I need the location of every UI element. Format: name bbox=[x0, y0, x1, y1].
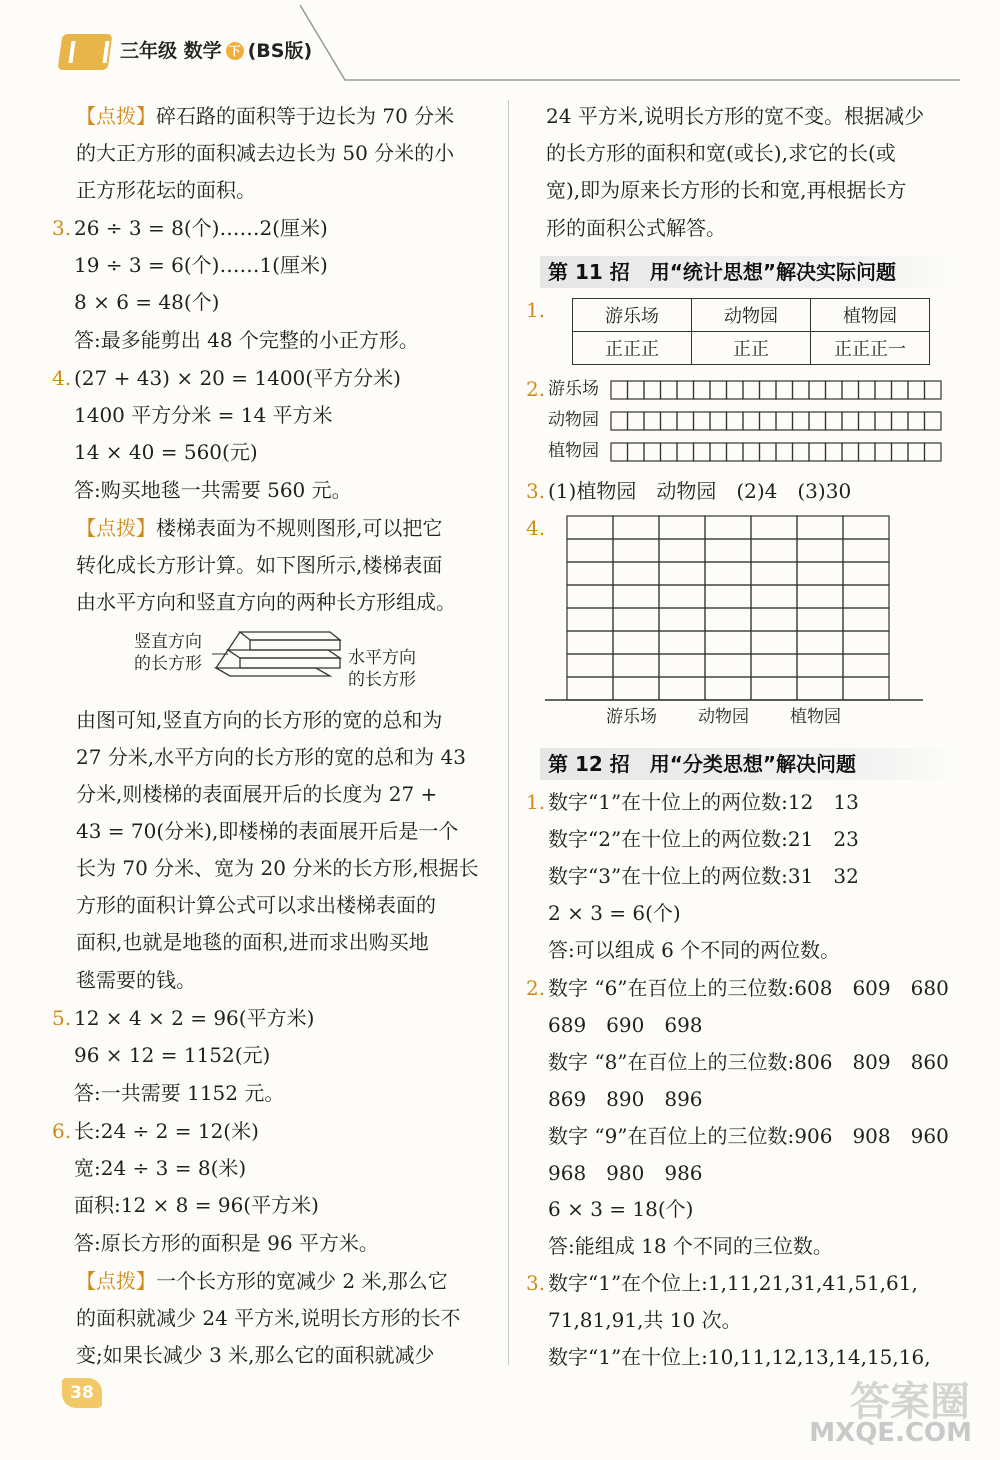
bar-box bbox=[875, 443, 892, 461]
grid-cell bbox=[797, 562, 843, 585]
bar-box bbox=[611, 381, 628, 399]
question-number: 3. bbox=[526, 479, 546, 503]
grid-cell bbox=[705, 585, 751, 608]
table-header-cell: 动物园 bbox=[692, 299, 811, 332]
bar-box bbox=[925, 443, 942, 461]
grid-cell bbox=[613, 516, 659, 539]
grid-cell bbox=[659, 631, 705, 654]
q5-line-2: 96 × 12 = 1152(元) bbox=[74, 1043, 271, 1067]
tip2-text-3: 由水平方向和竖直方向的两种长方形组成。 bbox=[76, 590, 456, 614]
grid-cell bbox=[705, 654, 751, 677]
bar-box bbox=[661, 381, 678, 399]
bar-label: 游乐场 bbox=[548, 379, 599, 399]
explanation-line-7: 面积,也就是地毯的面积,进而求出购买地 bbox=[76, 930, 429, 954]
question-number: 2. bbox=[526, 976, 546, 1000]
bar-box bbox=[694, 381, 711, 399]
grid-cell bbox=[567, 608, 613, 631]
s12-q2-line-4: 869 890 896 bbox=[548, 1087, 703, 1111]
figure-label-horizontal-2: 的长方形 bbox=[348, 670, 416, 690]
figure-label-vertical-2: 的长方形 bbox=[134, 654, 202, 674]
tally-cell: 正正正一 bbox=[811, 332, 930, 365]
grid-cell bbox=[567, 539, 613, 562]
tip1-line bbox=[76, 104, 454, 128]
tip1-text: 碎石路的面积等于边长为 70 分米 bbox=[156, 104, 455, 128]
watermark-url: MXQE.COM bbox=[809, 1418, 972, 1448]
continued-line-4: 形的面积公式解答。 bbox=[546, 216, 726, 240]
table-header-cell: 植物园 bbox=[811, 299, 930, 332]
bar-box bbox=[842, 381, 859, 399]
watermark-logo: 答案圈 bbox=[850, 1379, 970, 1425]
section-heading-12: 第 12 招 用“分类思想”解决问题 bbox=[540, 748, 956, 780]
bar-box bbox=[710, 412, 727, 430]
s12-q2-line-6: 968 980 986 bbox=[548, 1161, 703, 1185]
grid-cell bbox=[797, 654, 843, 677]
bar-label: 植物园 bbox=[548, 441, 599, 461]
bar-box bbox=[727, 443, 744, 461]
grid-cell bbox=[659, 677, 705, 700]
figure-label-vertical: 竖直方向 bbox=[134, 632, 202, 652]
grid-cell bbox=[843, 585, 889, 608]
continued-line-3: 宽),即为原来长方形的长和宽,再根据长方 bbox=[546, 178, 907, 202]
s12-q2-line-3: 数字 “8”在百位上的三位数:806 809 860 bbox=[548, 1050, 949, 1074]
bar-box bbox=[809, 412, 826, 430]
tip3-text: 一个长方形的宽减少 2 米,那么它 bbox=[156, 1269, 448, 1293]
bar-box bbox=[694, 412, 711, 430]
bar-box bbox=[644, 443, 661, 461]
bar-box bbox=[628, 381, 645, 399]
grid-cell bbox=[843, 516, 889, 539]
s12-q1-line-1: 数字“1”在十位上的两位数:12 13 bbox=[548, 790, 859, 814]
explanation-line-2: 27 分米,水平方向的长方形的宽的总和为 43 bbox=[76, 745, 466, 769]
page-header bbox=[0, 0, 1000, 90]
grid-cell bbox=[659, 585, 705, 608]
bar-box bbox=[743, 412, 760, 430]
q4-line-1: (27 + 43) × 20 = 1400(平方分米) bbox=[74, 366, 401, 390]
book-logo-icon bbox=[57, 34, 112, 70]
bar-box bbox=[677, 381, 694, 399]
explanation-line-4: 43 = 70(分米),即楼梯的表面展开后是一个 bbox=[76, 819, 459, 843]
question-number: 6. bbox=[52, 1119, 72, 1143]
tip2-text-2: 转化成长方形计算。如下图所示,楼梯表面 bbox=[76, 553, 443, 577]
bar-box bbox=[793, 443, 810, 461]
s12-q2-line-2: 689 690 698 bbox=[548, 1013, 703, 1037]
bar-box bbox=[892, 412, 909, 430]
bar-box bbox=[842, 443, 859, 461]
s12-q2-answer: 答:能组成 18 个不同的三位数。 bbox=[548, 1234, 833, 1258]
grid-cell bbox=[659, 539, 705, 562]
bar-box bbox=[826, 443, 843, 461]
bar-box bbox=[743, 443, 760, 461]
bar-box bbox=[677, 443, 694, 461]
bar-box bbox=[793, 412, 810, 430]
bar-box bbox=[710, 443, 727, 461]
grid-cell bbox=[751, 539, 797, 562]
bar-box bbox=[809, 443, 826, 461]
q3-line-2: 19 ÷ 3 = 6(个)……1(厘米) bbox=[74, 253, 328, 277]
tip-label: 【点拨】 bbox=[76, 104, 156, 128]
tip-label: 【点拨】 bbox=[76, 516, 156, 540]
header-edition: (BS版) bbox=[247, 40, 313, 62]
bar-box bbox=[677, 412, 694, 430]
q3-line-3: 8 × 6 = 48(个) bbox=[74, 290, 220, 314]
grid-label: 游乐场 bbox=[606, 707, 657, 727]
grid-cell bbox=[843, 677, 889, 700]
s12-q2-line-7: 6 × 3 = 18(个) bbox=[548, 1197, 694, 1221]
bar-box bbox=[892, 381, 909, 399]
section-heading-11: 第 11 招 用“统计思想”解决实际问题 bbox=[540, 256, 956, 288]
tip3-line bbox=[76, 1269, 448, 1293]
bar-box bbox=[760, 412, 777, 430]
bar-box bbox=[628, 412, 645, 430]
s11-q3-answer: (1)植物园 动物园 (2)4 (3)30 bbox=[548, 479, 852, 503]
bar-box bbox=[727, 381, 744, 399]
continued-line-2: 的长方形的面积和宽(或长),求它的长(或 bbox=[546, 141, 896, 165]
bar-box bbox=[809, 381, 826, 399]
grid-cell bbox=[613, 608, 659, 631]
q6-line-1: 长:24 ÷ 2 = 12(米) bbox=[74, 1119, 259, 1143]
s12-q1-line-2: 数字“2”在十位上的两位数:21 23 bbox=[548, 827, 859, 851]
tip-label: 【点拨】 bbox=[76, 1269, 156, 1293]
stair-figure bbox=[210, 628, 350, 686]
tip2-line bbox=[76, 516, 442, 540]
bar-box bbox=[908, 381, 925, 399]
tip3-text-2: 的面积就减少 24 平方米,说明长方形的长不 bbox=[76, 1306, 461, 1330]
s12-q1-line-4: 2 × 3 = 6(个) bbox=[548, 901, 681, 925]
bar-box bbox=[743, 381, 760, 399]
header-title bbox=[120, 36, 312, 63]
grid-cell bbox=[843, 562, 889, 585]
bar-box bbox=[776, 412, 793, 430]
grid-cell bbox=[751, 585, 797, 608]
tip1-text-3: 正方形花坛的面积。 bbox=[76, 178, 256, 202]
q5-answer: 答:一共需要 1152 元。 bbox=[74, 1081, 285, 1105]
grid-cell bbox=[659, 562, 705, 585]
grid-cell bbox=[567, 654, 613, 677]
grid-cell bbox=[797, 631, 843, 654]
tally-cell: 正正正 bbox=[573, 332, 692, 365]
grid-cell bbox=[751, 677, 797, 700]
grid-cell bbox=[751, 562, 797, 585]
table-row bbox=[573, 332, 930, 365]
column-divider bbox=[508, 100, 509, 1365]
grid-cell bbox=[843, 654, 889, 677]
grid-cell bbox=[797, 585, 843, 608]
tip1-text-2: 的大正方形的面积减去边长为 50 分米的小 bbox=[76, 141, 455, 165]
grid-cell bbox=[613, 539, 659, 562]
explanation-line-3: 分米,则楼梯的表面展开后的长度为 27 + bbox=[76, 782, 438, 806]
continued-line-1: 24 平方米,说明长方形的宽不变。根据减少 bbox=[546, 104, 925, 128]
bar-box bbox=[908, 412, 925, 430]
bar-box bbox=[859, 381, 876, 399]
bar-box bbox=[892, 443, 909, 461]
question-number: 1. bbox=[526, 790, 546, 814]
bar-box bbox=[760, 381, 777, 399]
header-rule bbox=[300, 0, 1000, 90]
q6-line-3: 面积:12 × 8 = 96(平方米) bbox=[74, 1193, 319, 1217]
bar-box bbox=[842, 412, 859, 430]
bar-box bbox=[793, 381, 810, 399]
tip3-text-3: 变;如果长减少 3 米,那么它的面积就减少 bbox=[76, 1343, 435, 1367]
question-number: 4. bbox=[52, 366, 72, 390]
bar-label: 动物园 bbox=[548, 410, 599, 430]
bar-box bbox=[925, 412, 942, 430]
grid-cell bbox=[567, 562, 613, 585]
question-number: 3. bbox=[526, 1271, 546, 1295]
grid-cell bbox=[797, 539, 843, 562]
grid-cell bbox=[751, 608, 797, 631]
header-series: 三年级 数学 bbox=[120, 40, 222, 62]
bar-box bbox=[875, 412, 892, 430]
grid-cell bbox=[751, 654, 797, 677]
bar-box bbox=[908, 443, 925, 461]
bar-box bbox=[776, 443, 793, 461]
s12-q2-line-5: 数字 “9”在百位上的三位数:906 908 960 bbox=[548, 1124, 949, 1148]
explanation-line-1: 由图可知,竖直方向的长方形的宽的总和为 bbox=[76, 708, 443, 732]
bar-box bbox=[925, 381, 942, 399]
bar-box bbox=[776, 381, 793, 399]
bar-box bbox=[826, 412, 843, 430]
bar-box bbox=[710, 381, 727, 399]
grid-cell bbox=[659, 516, 705, 539]
grid-cell bbox=[705, 631, 751, 654]
grid-cell bbox=[567, 516, 613, 539]
table-header-cell: 游乐场 bbox=[573, 299, 692, 332]
grid-label: 动物园 bbox=[698, 707, 749, 727]
question-number: 3. bbox=[52, 216, 72, 240]
grid-cell bbox=[797, 516, 843, 539]
bar-box bbox=[727, 412, 744, 430]
s12-q3-line-3: 数字“1”在十位上:10,11,12,13,14,15,16, bbox=[548, 1345, 931, 1369]
bar-box bbox=[611, 443, 628, 461]
q5-line-1: 12 × 4 × 2 = 96(平方米) bbox=[74, 1006, 315, 1030]
q6-answer: 答:原长方形的面积是 96 平方米。 bbox=[74, 1231, 379, 1255]
s12-q1-answer: 答:可以组成 6 个不同的两位数。 bbox=[548, 938, 841, 962]
grid-cell bbox=[613, 585, 659, 608]
question-number: 1. bbox=[526, 298, 546, 322]
grid-cell bbox=[613, 654, 659, 677]
q4-line-3: 14 × 40 = 560(元) bbox=[74, 440, 258, 464]
figure-label-horizontal: 水平方向 bbox=[348, 648, 416, 668]
q4-line-2: 1400 平方分米 = 14 平方米 bbox=[74, 403, 333, 427]
q4-answer: 答:购买地毯一共需要 560 元。 bbox=[74, 478, 352, 502]
s12-q3-line-1: 数字“1”在个位上:1,11,21,31,41,51,61, bbox=[548, 1271, 918, 1295]
grid-cell bbox=[751, 516, 797, 539]
explanation-line-5: 长为 70 分米、宽为 20 分米的长方形,根据长 bbox=[76, 856, 479, 880]
bar-box bbox=[628, 443, 645, 461]
s12-q1-line-3: 数字“3”在十位上的两位数:31 32 bbox=[548, 864, 859, 888]
table-row bbox=[573, 299, 930, 332]
q6-line-2: 宽:24 ÷ 3 = 8(米) bbox=[74, 1156, 247, 1180]
page-number: 38 bbox=[62, 1378, 102, 1408]
grid-cell bbox=[843, 608, 889, 631]
bar-box bbox=[611, 412, 628, 430]
bar-box bbox=[661, 412, 678, 430]
grid-cell bbox=[843, 539, 889, 562]
explanation-line-6: 方形的面积计算公式可以求出楼梯表面的 bbox=[76, 893, 436, 917]
q3-answer: 答:最多能剪出 48 个完整的小正方形。 bbox=[74, 328, 419, 352]
explanation-line-8: 毯需要的钱。 bbox=[76, 968, 196, 992]
bar-box bbox=[694, 443, 711, 461]
bar-box bbox=[859, 443, 876, 461]
tip2-text: 楼梯表面为不规则图形,可以把它 bbox=[156, 516, 443, 540]
grid-cell bbox=[567, 677, 613, 700]
bar-box bbox=[859, 412, 876, 430]
blank-bar-boxes bbox=[610, 380, 945, 464]
grid-cell bbox=[567, 585, 613, 608]
grid-cell bbox=[751, 631, 797, 654]
grid-label: 植物园 bbox=[790, 707, 841, 727]
question-number: 4. bbox=[526, 516, 546, 540]
bar-box bbox=[644, 381, 661, 399]
grid-cell bbox=[659, 608, 705, 631]
s12-q3-line-2: 71,81,91,共 10 次。 bbox=[548, 1308, 742, 1332]
grid-cell bbox=[705, 608, 751, 631]
grid-cell bbox=[613, 677, 659, 700]
bar-box bbox=[875, 381, 892, 399]
tally-cell: 正正 bbox=[692, 332, 811, 365]
bar-box bbox=[644, 412, 661, 430]
term-badge: 下 bbox=[226, 42, 244, 60]
grid-cell bbox=[705, 562, 751, 585]
question-number: 2. bbox=[526, 377, 546, 401]
bar-box bbox=[826, 381, 843, 399]
grid-cell bbox=[843, 631, 889, 654]
grid-cell bbox=[567, 631, 613, 654]
grid-cell bbox=[797, 608, 843, 631]
grid-cell bbox=[797, 677, 843, 700]
bar-box bbox=[760, 443, 777, 461]
tally-table bbox=[572, 298, 930, 365]
s12-q2-line-1: 数字 “6”在百位上的三位数:608 609 680 bbox=[548, 976, 949, 1000]
grid-cell bbox=[613, 562, 659, 585]
blank-chart-grid bbox=[545, 512, 925, 704]
bar-box bbox=[661, 443, 678, 461]
q3-line-1: 26 ÷ 3 = 8(个)……2(厘米) bbox=[74, 216, 328, 240]
grid-cell bbox=[705, 516, 751, 539]
grid-cell bbox=[613, 631, 659, 654]
grid-cell bbox=[659, 654, 705, 677]
grid-cell bbox=[705, 539, 751, 562]
question-number: 5. bbox=[52, 1006, 72, 1030]
grid-cell bbox=[705, 677, 751, 700]
